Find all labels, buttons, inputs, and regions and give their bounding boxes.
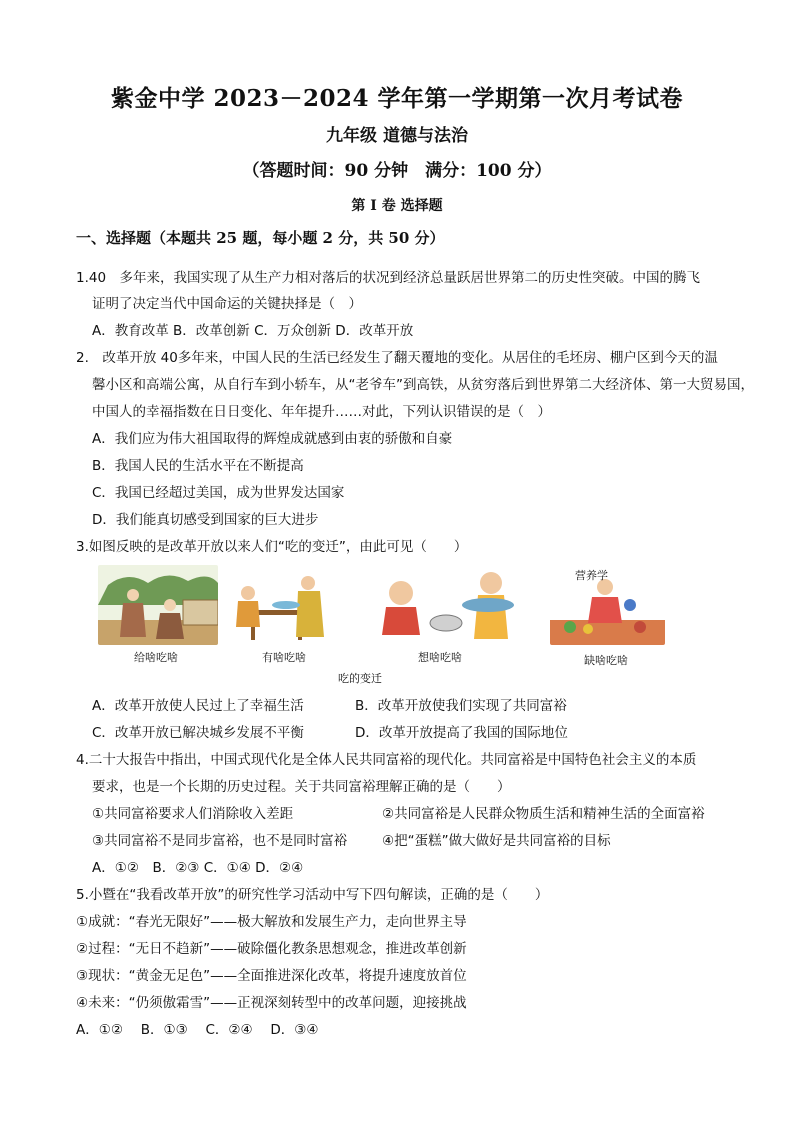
question-3-option-d: D．改革开放提高了我国的国际地位 <box>355 725 568 741</box>
question-5-text: 5.小暨在“我看改革开放”的研究性学习活动中写下四句解读，正确的是（ ） <box>76 887 549 903</box>
exam-title: 紫金中学 2023－2024 学年第一学期第一次月考试卷 <box>110 85 684 112</box>
question-1-text: 1.40 多年来，我国实现了从生产力相对落后的状况到经济总量跃居世界第二的历史性突破。中国的腾飞 <box>76 270 701 286</box>
question-2-text: 馨小区和高端公寓，从自行车到小轿车，从“老爷车”到高铁，从贫穷落后到世界第二大经济体、第一大贸易国， <box>92 377 754 393</box>
question-1-options: A．教育改革 B．改革创新 C．万众创新 D．改革开放 <box>92 323 414 339</box>
question-4-statement-4: ④把“蛋糕”做大做好是共同富裕的目标 <box>382 833 611 849</box>
figure-caption: 吃的变迁 <box>338 672 382 685</box>
question-3-text: 3.如图反映的是改革开放以来人们“吃的变迁”，由此可见（ ） <box>76 539 468 555</box>
question-4-text: 要求，也是一个长期的历史过程。关于共同富裕理解正确的是（ ） <box>92 779 511 795</box>
part-title: 第 I 卷 选择题 <box>351 198 443 214</box>
question-3-option-b: B．改革开放使我们实现了共同富裕 <box>355 698 567 714</box>
ancient-figures-illustration <box>98 565 218 645</box>
question-4-text: 4.二十大报告中指出，中国式现代化是全体人民共同富裕的现代化。共同富裕是中国特色社会主义的本质 <box>76 752 697 768</box>
question-4-options: A．①② B．②③ C．①④ D．②④ <box>92 860 304 876</box>
question-4-statement-2: ②共同富裕是人民群众物质生活和精神生活的全面富裕 <box>382 806 705 822</box>
question-3-option-c: C．改革开放已解决城乡发展不平衡 <box>92 725 304 741</box>
question-2-text: 中国人的幸福指数在日日变化、年年提升……对此，下列认识错误的是（ ） <box>92 404 551 420</box>
question-2-option-a: A．我们应为伟大祖国取得的辉煌成就感到由衷的骄傲和自豪 <box>92 431 453 447</box>
section-title: 一、选择题（本题共 25 题，每小题 2 分，共 50 分） <box>76 229 445 247</box>
caption-give-what-eat-what: 给啥吃啥 <box>134 651 178 664</box>
question-4-statement-1: ①共同富裕要求人们消除收入差距 <box>92 806 294 822</box>
question-5-statement-1: ①成就：“春光无限好”——极大解放和发展生产力，走向世界主导 <box>76 914 467 930</box>
question-2-text: 2. 改革开放 40多年来，中国人民的生活已经发生了翻天覆地的变化。从居住的毛坯房、棚户区到今天的温 <box>76 350 718 366</box>
exam-time-info: （答题时间：90 分钟 满分：100 分） <box>242 161 552 181</box>
nutrition-label: 营养学 <box>575 569 608 582</box>
question-3-option-a: A．改革开放使人民过上了幸福生活 <box>92 698 304 714</box>
family-dinner-illustration <box>226 565 336 645</box>
fish-and-grill-illustration <box>366 565 526 645</box>
question-2-option-c: C．我国已经超过美国，成为世界发达国家 <box>92 485 345 501</box>
question-2-option-d: D．我们能真切感受到国家的巨大进步 <box>92 512 319 528</box>
question-5-statement-2: ②过程：“无日不趋新”——破除僵化教条思想观念，推进改革创新 <box>76 941 467 957</box>
question-2-option-b: B．我国人民的生活水平在不断提高 <box>92 458 304 474</box>
exam-subtitle: 九年级 道德与法治 <box>326 126 468 146</box>
question-5-options: A．①② B．①③ C．②④ D．③④ <box>76 1022 319 1038</box>
caption-eat-what-you-want: 想啥吃啥 <box>418 651 462 664</box>
caption-eat-what-there-is: 有啥吃啥 <box>262 651 306 664</box>
question-4-statement-3: ③共同富裕不是同步富裕，也不是同时富裕 <box>92 833 348 849</box>
question-1-text: 证明了决定当代中国命运的关键抉择是（ ） <box>92 296 362 312</box>
question-5-statement-3: ③现状：“黄金无足色”——全面推进深化改革，将提升速度放首位 <box>76 968 467 984</box>
question-5-statement-4: ④未来：“仍须傲霜雪”——正视深刻转型中的改革问题，迎接挑战 <box>76 995 467 1011</box>
caption-eat-what-you-lack: 缺啥吃啥 <box>584 654 628 667</box>
